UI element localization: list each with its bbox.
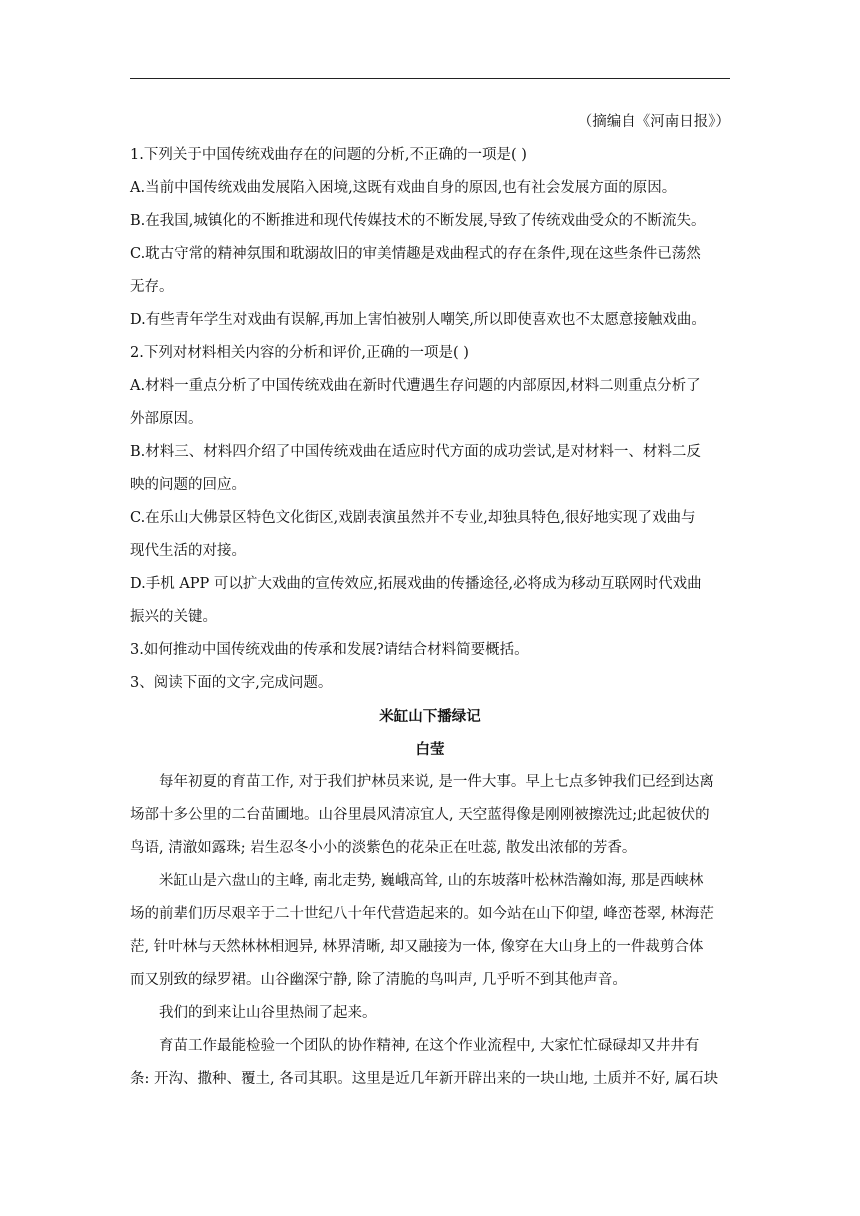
question-2-option-d-cont: 振兴的关键。: [130, 609, 217, 625]
question-1-option-c-cont: 无存。: [130, 279, 174, 295]
article-title: 米缸山下播绿记: [379, 708, 481, 725]
paragraph-line: 育苗工作最能检验一个团队的协作精神, 在这个作业流程中, 大家忙忙碌碌却又井井有: [159, 1038, 700, 1054]
question-2-option-c: C.在乐山大佛景区特色文化街区,戏剧表演虽然并不专业,却独具特色,很好地实现了戏曲与: [130, 510, 696, 526]
question-1-option-d: D.有些青年学生对戏曲有误解,再加上害怕被别人嘲笑,所以即使喜欢也不太愿意接触戏曲。: [130, 312, 706, 328]
question-3: [130, 634, 730, 667]
paragraph-2: [130, 865, 730, 997]
paragraph-4: [130, 1030, 730, 1096]
question-1-option-c: C.耽古守常的精神氛围和耽溺故旧的审美情趣是戏曲程式的存在条件,现在这些条件已荡然: [130, 246, 701, 262]
paragraph-line: 而又别致的绿罗裙。山谷幽深宁静, 除了清脆的鸟叫声, 几乎听不到其他声音。: [130, 972, 627, 988]
paragraph-line: 每年初夏的育苗工作, 对于我们护林员来说, 是一件大事。早上七点多钟我们已经到达离: [159, 774, 714, 790]
question-1-option-a: A.当前中国传统戏曲发展陷入困境,这既有戏曲自身的原因,也有社会发展方面的原因。: [130, 180, 677, 196]
question-3-stem: 3.如何推动中国传统戏曲的传承和发展?请结合材料简要概括。: [130, 642, 529, 658]
paragraph-line: 条: 开沟、撒种、覆土, 各司其职。这里是近几年新开辟出来的一块山地, 土质并不好, 属石块: [130, 1071, 719, 1087]
paragraph-line: 茫, 针叶林与天然林林相迥异, 林界清晰, 却又融接为一体, 像穿在大山身上的一件裁剪合体: [130, 939, 704, 955]
paragraph-line: 鸟语, 清澈如露珠; 岩生忍冬小小的淡紫色的花朵正在吐蕊, 散发出浓郁的芳香。: [130, 840, 637, 856]
question-2-option-d: D.手机 APP 可以扩大戏曲的宣传效应,拓展戏曲的传播途径,必将成为移动互联网时代戏曲: [130, 576, 702, 592]
section-heading: 3、阅读下面的文字,完成问题。: [130, 675, 333, 691]
question-2-option-b-cont: 映的问题的回应。: [130, 477, 246, 493]
paragraph-line: 场部十多公里的二台苗圃地。山谷里晨风清凉宜人, 天空蓝得像是刚刚被擦洗过;此起彼伏的: [130, 807, 710, 823]
question-2-option-b: B.材料三、材料四介绍了中国传统戏曲在适应时代方面的成功尝试,是对材料一、材料二反: [130, 444, 701, 460]
paragraph-line: 场的前辈们历尽艰辛于二十世纪八十年代营造起来的。如今站在山下仰望, 峰峦苍翠, 林海茫: [130, 906, 714, 922]
question-2-stem: 2.下列对材料相关内容的分析和评价,正确的一项是( ): [130, 345, 469, 361]
question-2-option-c-cont: 现代生活的对接。: [130, 543, 246, 559]
question-1-option-b: B.在我国,城镇化的不断推进和现代传媒技术的不断发展,导致了传统戏曲受众的不断流失。: [130, 213, 706, 229]
question-2-option-a-cont: 外部原因。: [130, 411, 203, 427]
question-1-stem: 1.下列关于中国传统戏曲存在的问题的分析,不正确的一项是( ): [130, 147, 527, 163]
paragraph-line: 米缸山是六盘山的主峰, 南北走势, 巍峨高耸, 山的东坡落叶松林浩瀚如海, 那是西峡林: [159, 873, 704, 889]
header-rule: [130, 78, 730, 79]
reading-section: [130, 667, 730, 1096]
paragraph-line: 我们的到来让山谷里热闹了起来。: [159, 1005, 377, 1021]
paragraph-3: [130, 997, 730, 1030]
document-page: [130, 106, 730, 1096]
question-2-option-a: A.材料一重点分析了中国传统戏曲在新时代遭遇生存问题的内部原因,材料二则重点分析了: [130, 378, 701, 394]
question-2: [130, 337, 730, 634]
source-citation: （摘编自《河南日报》）: [577, 114, 730, 130]
article-author: 白莹: [415, 741, 445, 758]
question-1: [130, 139, 730, 337]
paragraph-1: [130, 766, 730, 865]
